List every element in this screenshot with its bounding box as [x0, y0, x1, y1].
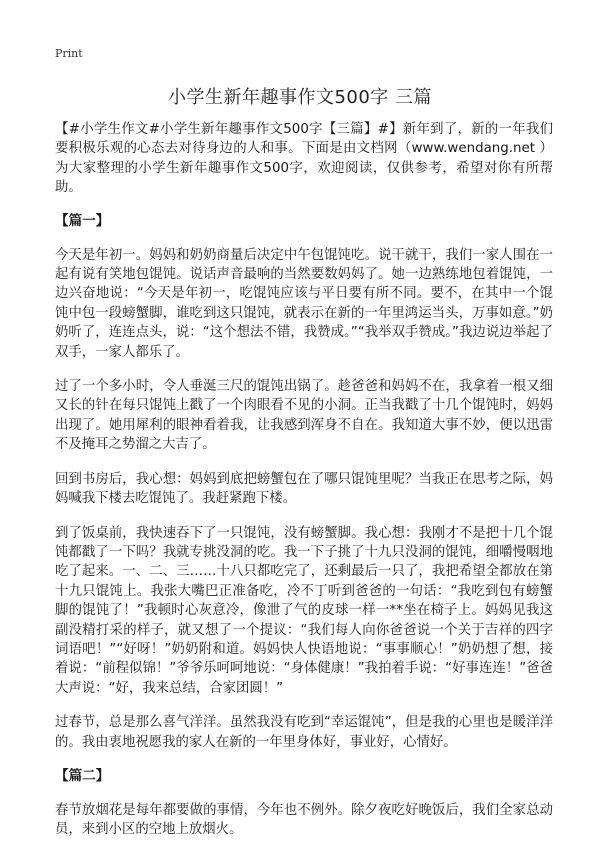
section-2-paragraph: 春节放烟花是每年都要做的事情，今年也不例外。除夕夜吃好晚饭后，我们全家总动员，来到小区的空地上放烟火。: [55, 802, 553, 838]
section-1-paragraph: 过了一个多小时，令人垂涎三尺的馄饨出锅了。趁爸爸和妈妈不在，我拿着一根又细又长的针在每只馄饨上戳了一个肉眼看不见的小洞。正当我戳了十几个馄饨时，妈妈出现了。她用犀利的眼神看着我，让我感到浑身不自在。我知道大事不妙，便以迅雷不及掩耳之势溜之大吉了。: [55, 379, 553, 453]
section-1-paragraph: 今天是年初一。妈妈和奶奶商量后决定中午包馄饨吃。说干就干，我们一家人围在一起有说有笑地包馄饨。说话声音最响的当然要数妈妈了。她一边熟练地包着馄饨，一边兴奋地说：“今天是年初一，吃馄饨应该与平日要有所不同。要不，在其中一个馄饨中包一段螃蟹脚，谁吃到这只馄饨，就表示在新的一年里鸿运当头，万事如意。”奶奶听了，连连点头，说：“这个想法不错，我赞成。”“我举双手赞成。”我边说边举起了双手，一家人都乐了。: [55, 247, 553, 360]
section-1-paragraph: 过春节，总是那么喜气洋洋。虽然我没有吃到“幸运馄饨”，但是我的心里也是暖洋洋的。我由衷地祝愿我的家人在新的一年里身体好，事业好，心情好。: [55, 715, 553, 750]
print-label: Print: [55, 47, 83, 60]
section-1-paragraph: 到了饭桌前，我快速吞下了一只馄饨，没有螃蟹脚。我心想：我刚才不是把十几个馄饨都戳了一下吗？我就专挑没洞的吃。我一下子挑了十九只没洞的馄饨，细嚼慢咽地吃了起来。一、二、三……十八只都吃完了，还剩最后一只了，我把希望全都放在第十九只馄饨上。我张大嘴巴正准备吃，冷不丁听到爸爸的一句话：“我吃到包有螃蟹脚的馄饨了！”我顿时心灰意冷，像泄了气的皮球一样一**坐在椅子上。妈妈见我这副没精打采的样子，就又想了一个提议：“我们每人向你爸爸说一个关于吉祥的四字词语吧！”“好呀！”奶奶附和道。妈妈快人快语地说：“事事顺心！”奶奶想了想，接着说：“前程似锦！”爷爷乐呵呵地说：“身体健康！”我拍着手说：“好事连连！”爸爸大声说：“好，我来总结，合家团圆！”: [55, 525, 553, 696]
section-2-heading: 【篇二】: [55, 767, 110, 784]
document-body: [55, 120, 553, 855]
section-1-paragraph: 回到书房后，我心想：妈妈到底把螃蟹包在了哪只馄饨里呢？当我正在思考之际，妈妈喊我下楼去吃馄饨了。我赶紧跑下楼。: [55, 471, 553, 507]
intro-paragraph: 【#小学生作文#小学生新年趣事作文500字【三篇】#】新年到了，新的一年我们要积极乐观的心态去对待身边的人和事。下面是由文档网（www.wendang.net ）为大家整理的小学生新年趣事作文500字，欢迎阅读，仅供参考，希望对你有所帮助。: [55, 122, 553, 196]
section-1-heading: 【篇一】: [55, 212, 110, 229]
document-title: 小学生新年趣事作文500字 三篇: [167, 87, 433, 108]
